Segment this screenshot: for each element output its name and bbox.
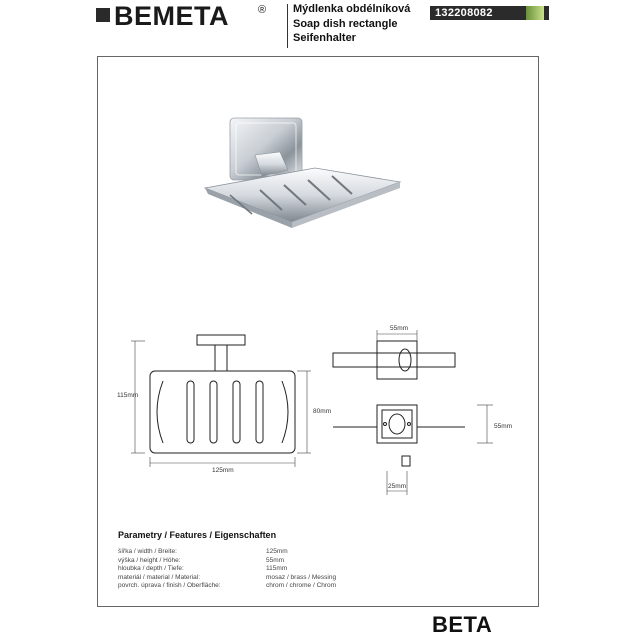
dim-top-width: 55mm bbox=[390, 325, 409, 332]
bemeta-logo bbox=[96, 1, 272, 31]
param-label: šířka / width / Breite: bbox=[118, 548, 177, 555]
product-names bbox=[293, 2, 410, 46]
param-value: chrom / chrome / Chrom bbox=[266, 582, 337, 590]
param-row-depth bbox=[118, 565, 418, 574]
param-row-width bbox=[118, 548, 418, 557]
code-color-strip bbox=[526, 6, 544, 20]
parameters-table bbox=[118, 548, 418, 591]
param-row-height bbox=[118, 557, 418, 566]
parameters-title: Parametry / Features / Eigenschaften bbox=[118, 530, 277, 540]
product-name-cz: Mýdlenka obdélníková bbox=[293, 3, 411, 15]
product-name-en: Soap dish rectangle bbox=[293, 17, 398, 30]
top-dish bbox=[333, 353, 455, 367]
param-label: povrch. úprava / finish / Oberfläche: bbox=[118, 582, 221, 590]
param-value: 125mm bbox=[266, 548, 288, 555]
product-code: 132208082 bbox=[430, 6, 549, 20]
param-row-finish bbox=[118, 582, 418, 591]
param-value: 115mm bbox=[266, 565, 288, 573]
logo-text: BEMETA bbox=[114, 1, 229, 31]
registered-mark: ® bbox=[258, 4, 267, 16]
dim-side-height: 55mm bbox=[494, 423, 513, 430]
header-divider bbox=[287, 4, 288, 48]
logo-square-mark bbox=[96, 8, 110, 22]
dim-side-bottom: 25mm bbox=[388, 483, 407, 490]
dim-front-height: 115mm bbox=[117, 392, 139, 399]
series-name: BETA bbox=[432, 612, 493, 637]
param-row-material bbox=[118, 574, 418, 583]
param-value: mosaz / brass / Messing bbox=[266, 573, 337, 581]
product-photo bbox=[200, 110, 420, 240]
param-label: materiál / material / Material: bbox=[118, 573, 200, 581]
front-wall-mount bbox=[197, 335, 245, 345]
param-label: výška / height / Höhe: bbox=[118, 556, 181, 564]
param-value: 55mm bbox=[266, 556, 285, 564]
param-label: hloubka / depth / Tiefe: bbox=[118, 565, 184, 573]
front-dish bbox=[150, 371, 295, 453]
front-arm bbox=[215, 345, 227, 371]
dim-front-width: 125mm bbox=[212, 467, 234, 474]
product-name-de: Seifenhalter bbox=[293, 32, 356, 44]
dim-front-depth: 80mm bbox=[313, 408, 332, 415]
technical-drawing bbox=[115, 315, 535, 500]
